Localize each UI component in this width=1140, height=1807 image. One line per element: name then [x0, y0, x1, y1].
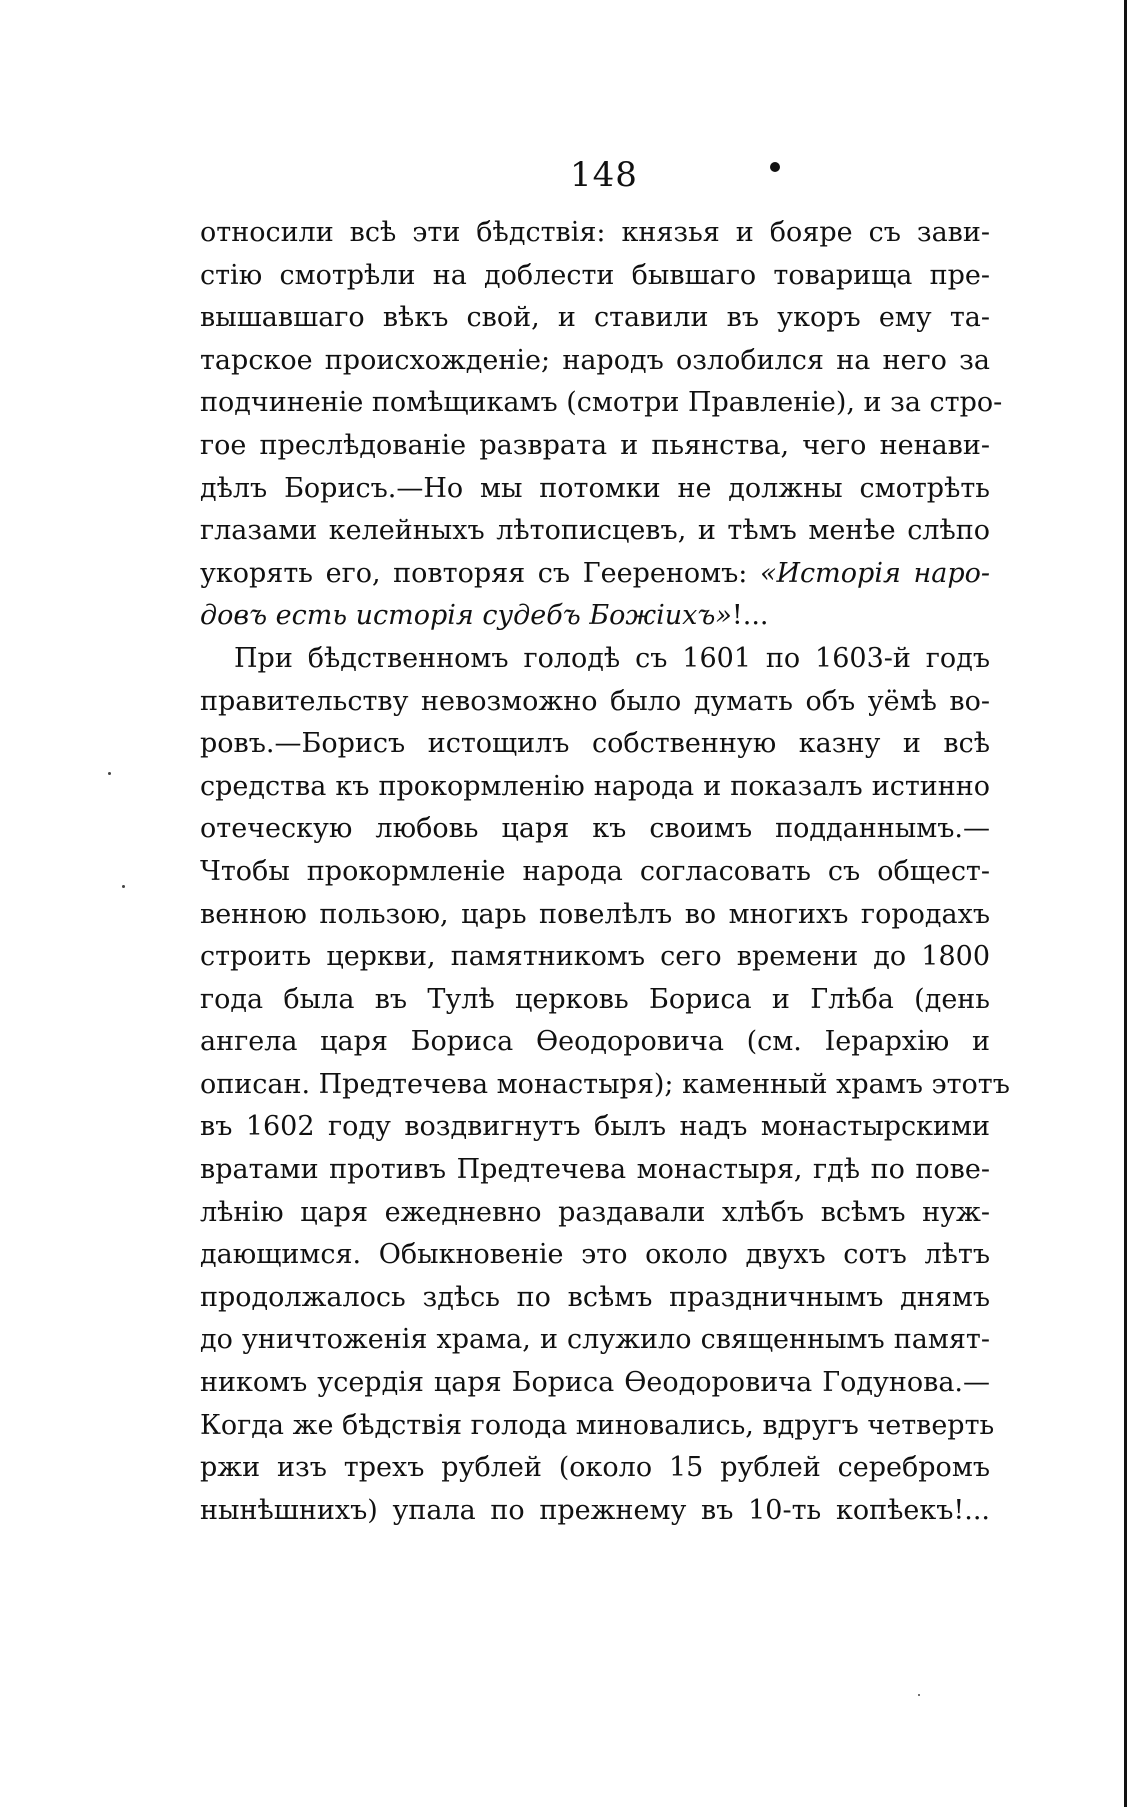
text-line: Чтобы прокормленіе народа согласовать съ общест-: [200, 855, 990, 887]
scan-speck: [918, 1694, 920, 1696]
italic-quote: довъ есть исторія судебъ Божіихъ»: [200, 600, 732, 632]
text-line: средства къ прокормленію народа и показалъ истинно: [200, 770, 990, 802]
text-line: до уничтоженія храма, и служило священнымъ памят-: [200, 1324, 990, 1356]
page-number: 148: [570, 155, 638, 195]
scan-speck: [122, 885, 125, 888]
text-line: стію смотрѣли на доблести бывшаго товарища пре-: [200, 259, 990, 291]
text-line: [200, 553, 990, 596]
text-line: глазами келейныхъ лѣтописцевъ, и тѣмъ менѣе слѣпо: [200, 515, 990, 547]
text-run: укорять его, повторяя съ Геереномъ:: [200, 557, 760, 589]
text-line: описан. Предтечева монастыря); каменный храмъ этотъ: [200, 1068, 1010, 1100]
text-line: подчиненіе помѣщикамъ (смотри Правленіе), и за стро-: [200, 387, 1003, 419]
text-line: года была въ Тулѣ церковь Бориса и Глѣба (день: [200, 983, 990, 1015]
text-run: !...: [731, 600, 769, 632]
body-text: [200, 212, 1010, 1532]
text-line: вышавшаго вѣкъ свой, и ставили въ укоръ ему та-: [200, 302, 990, 334]
text-line: отеческую любовь царя къ своимъ подданнымъ.—: [200, 813, 990, 845]
text-line: Когда же бѣдствія голода миновались, вдругъ четверть: [200, 1409, 995, 1441]
text-line: венною пользою, царь повелѣлъ во многихъ городахъ: [200, 898, 990, 930]
text-line: ангела царя Бориса Ѳеодоровича (см. Іерархію и: [200, 1026, 990, 1058]
text-line: тарское происхожденіе; народъ озлобился на него за: [200, 344, 990, 376]
text-line: строить церкви, памятникомъ сего времени до 1800: [200, 941, 990, 973]
text-line: относили всѣ эти бѣдствія: князья и бояре съ зави-: [200, 217, 990, 248]
text-line: ржи изъ трехъ рублей (около 15 рублей серебромъ: [200, 1452, 990, 1484]
text-line: вратами противъ Предтечева монастыря, гдѣ по пове-: [200, 1154, 990, 1186]
text-line: нынѣшнихъ) упала по прежнему въ 10-ть копѣекъ!...: [200, 1494, 990, 1526]
text-line: никомъ усердія царя Бориса Ѳеодоровича Годунова.—: [200, 1367, 990, 1399]
text-line: гое преслѣдованіе разврата и пьянства, чего ненави-: [200, 429, 990, 461]
scan-speck: [108, 772, 111, 775]
text-line: ровъ.—Борисъ истощилъ собственную казну и всѣ: [200, 728, 990, 760]
text-line: дѣлъ Борисъ.—Но мы потомки не должны смотрѣть: [200, 472, 990, 504]
italic-quote: «Исторія наро-: [759, 557, 990, 589]
paragraph-start-line: При бѣдственномъ голодѣ съ 1601 по 1603-й годъ: [234, 642, 990, 674]
text-line: продолжалось здѣсь по всѣмъ праздничнымъ днямъ: [200, 1281, 990, 1313]
header-ink-dot: [770, 162, 780, 172]
text-line: дающимся. Обыкновеніе это около двухъ сотъ лѣтъ: [200, 1239, 990, 1271]
text-line: лѣнію царя ежедневно раздавали хлѣбъ всѣмъ нуж-: [200, 1196, 990, 1228]
text-line: правительству невозможно было думать объ уёмѣ во-: [200, 685, 990, 717]
page-edge-rule: [1124, 0, 1127, 1807]
text-line: въ 1602 году воздвигнутъ былъ надъ монастырскими: [200, 1111, 990, 1143]
text-line: [200, 595, 990, 638]
